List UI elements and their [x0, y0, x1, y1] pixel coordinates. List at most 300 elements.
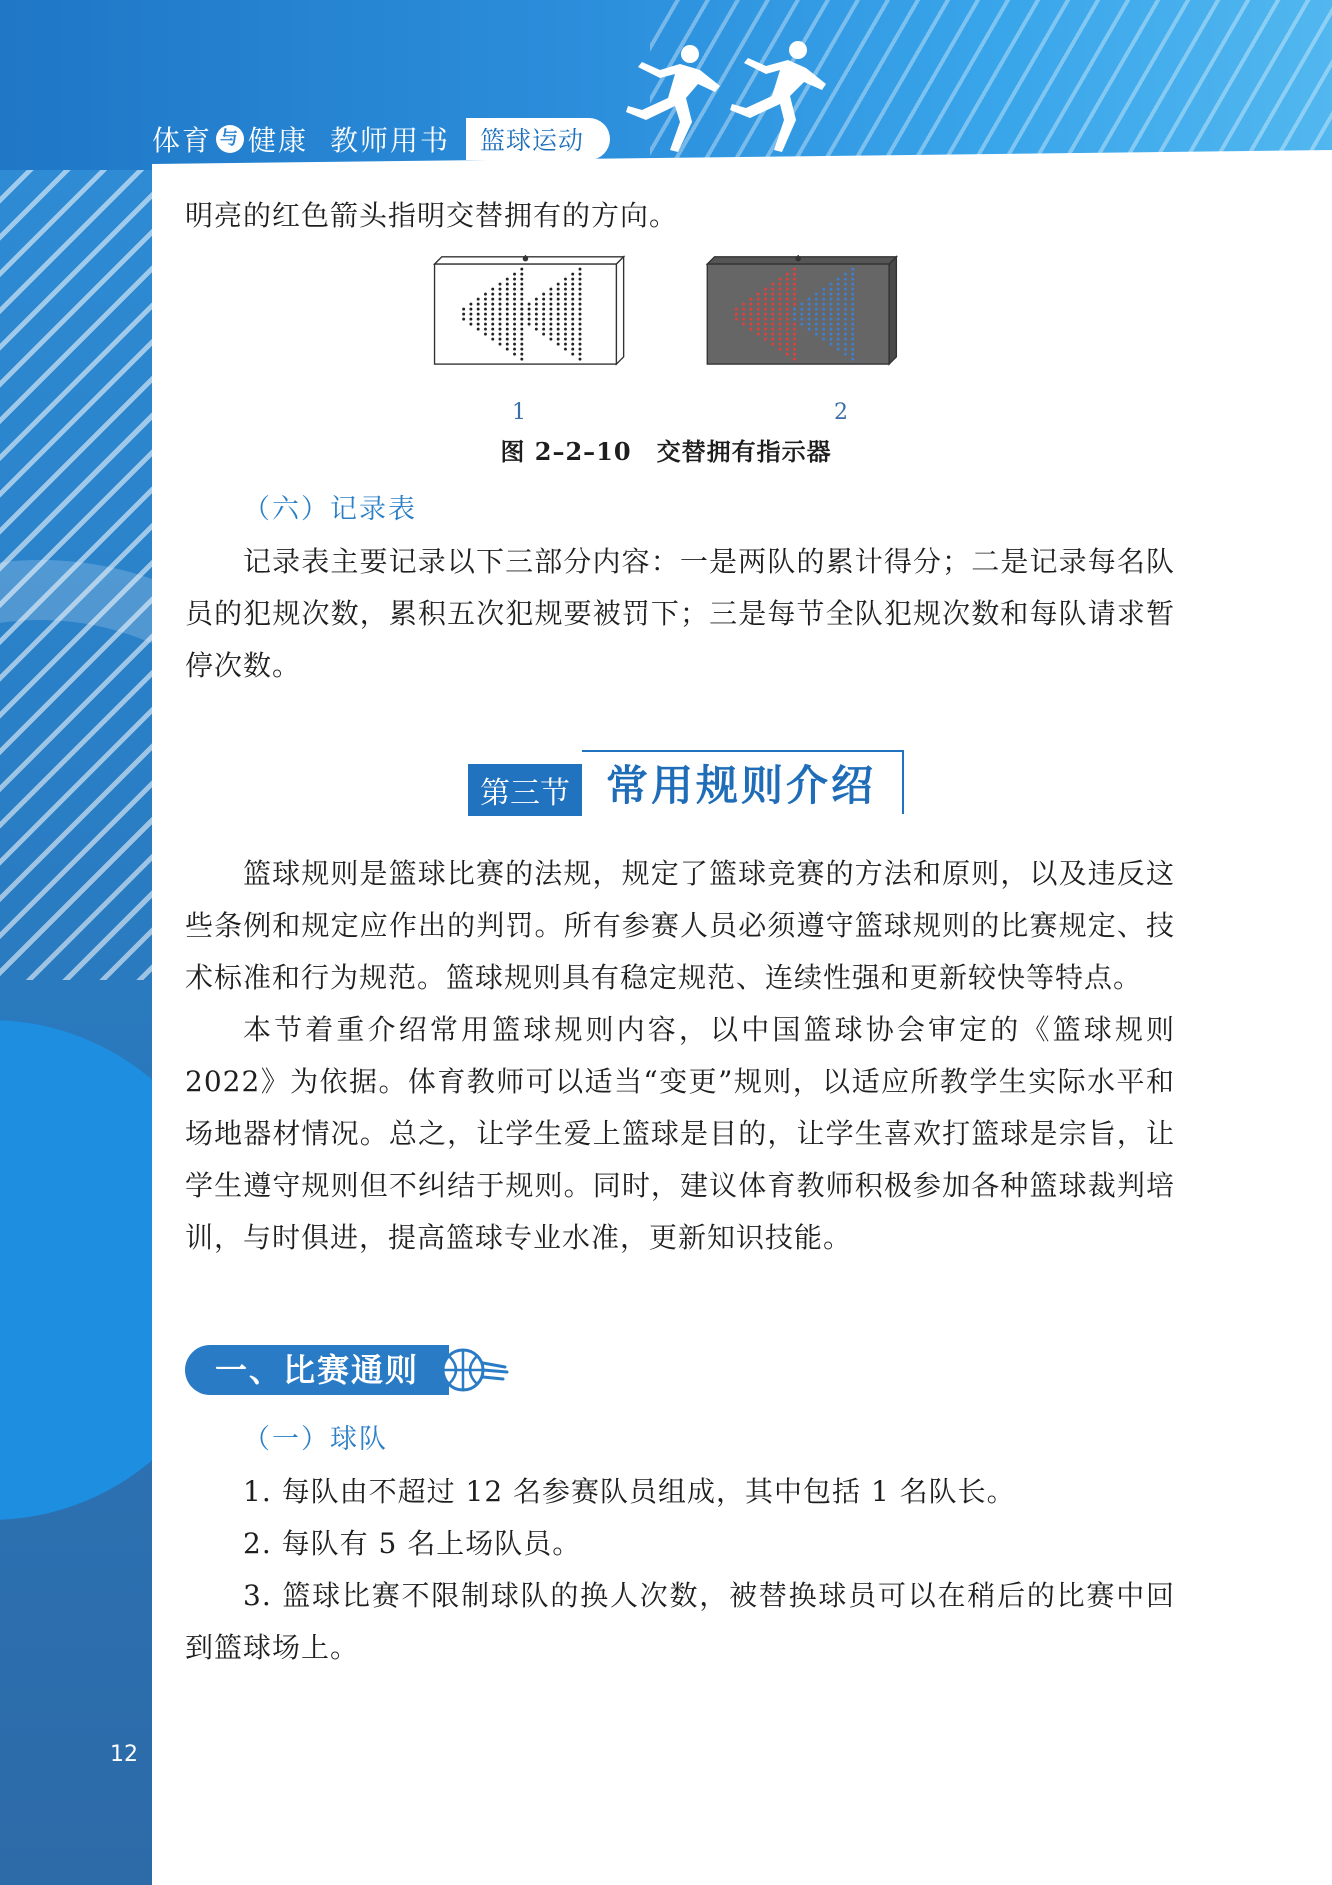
- indicator-dot: [837, 308, 840, 311]
- indicator-dot: [528, 313, 531, 316]
- indicator-dot: [484, 308, 487, 311]
- section-heading: 常用规则介绍: [582, 750, 904, 814]
- indicator-dot: [771, 323, 774, 326]
- indicator-dot: [549, 328, 552, 331]
- indicator-dot: [520, 328, 523, 331]
- book-title-yu-badge: 与: [216, 125, 244, 153]
- indicator-dot: [499, 333, 502, 336]
- indicator-dot: [764, 308, 767, 311]
- indicator-dot: [513, 333, 516, 336]
- indicator-dot: [491, 318, 494, 321]
- indicator-dot: [542, 328, 545, 331]
- indicator-dot: [484, 318, 487, 321]
- indicator-dot: [793, 308, 796, 311]
- indicator-dot: [851, 293, 854, 296]
- indicator-dot: [557, 293, 560, 296]
- decorative-stripes: [0, 160, 152, 980]
- indicator-dot: [535, 323, 538, 326]
- indicator-dot: [506, 338, 509, 341]
- indicator-dot: [793, 323, 796, 326]
- indicator-dot: [837, 293, 840, 296]
- indicator-dot: [579, 323, 582, 326]
- indicator-dot: [542, 323, 545, 326]
- indicator-dot: [829, 333, 832, 336]
- indicator-dot: [579, 303, 582, 306]
- indicator-dot: [844, 303, 847, 306]
- indicator-dot: [571, 273, 574, 276]
- indicator-dot: [579, 313, 582, 316]
- indicator-dot: [571, 298, 574, 301]
- indicator-dot: [520, 273, 523, 276]
- indicator-dot: [520, 268, 523, 271]
- indicator-dot: [757, 333, 760, 336]
- indicator-dot: [793, 303, 796, 306]
- indicator-dot: [800, 313, 803, 316]
- section-body: [185, 848, 1175, 1264]
- indicator-dot: [844, 278, 847, 281]
- indicator-dot: [829, 313, 832, 316]
- indicator-dot: [851, 303, 854, 306]
- indicator-dot: [484, 328, 487, 331]
- indicator-dot: [579, 318, 582, 321]
- indicator-dot: [506, 278, 509, 281]
- indicator-dot: [844, 273, 847, 276]
- indicator-dot: [793, 333, 796, 336]
- indicator-dot: [779, 328, 782, 331]
- indicator-dot: [815, 313, 818, 316]
- indicator-dot: [579, 333, 582, 336]
- indicator-dot: [549, 318, 552, 321]
- indicator-dot: [829, 293, 832, 296]
- indicator-dot: [484, 303, 487, 306]
- indicator-dot: [829, 328, 832, 331]
- indicator-dot: [815, 303, 818, 306]
- indicator-dot: [749, 328, 752, 331]
- indicator-dot: [542, 308, 545, 311]
- indicator-dot: [469, 313, 472, 316]
- indicator-dot: [535, 328, 538, 331]
- team-rule-1: 1. 每队由不超过 12 名参赛队员组成，其中包括 1 名队长。: [243, 1475, 1016, 1508]
- indicator-dot: [779, 313, 782, 316]
- rules-basis-paragraph: 本节着重介绍常用篮球规则内容，以中国篮球协会审定的《篮球规则2022》为依据。体育教师可以适当“变更”规则，以适应所教学生实际水平和场地器材情况。总之，让学生爱上篮球是目的，让学生喜欢打篮球是宗旨，让学生遵守规则但不纠结于规则。同时，建议体育教师积极参加各种篮球裁判培训，与时俱进，提高篮球专业水准，更新知识技能。: [185, 1013, 1175, 1254]
- indicator-dot: [764, 318, 767, 321]
- chapter-tag: 篮球运动: [466, 118, 610, 160]
- subsection-heading: （六）记录表: [243, 494, 417, 525]
- indicator-dot: [851, 323, 854, 326]
- indicator-dot: [542, 303, 545, 306]
- indicator-dot: [786, 273, 789, 276]
- indicator-dot: [742, 318, 745, 321]
- indicator-dot: [571, 293, 574, 296]
- indicator-dot: [579, 358, 582, 361]
- indicator-dot: [571, 353, 574, 356]
- indicator-dot: [506, 323, 509, 326]
- indicator-dot: [491, 288, 494, 291]
- indicator-dot: [786, 333, 789, 336]
- indicator-dot: [786, 323, 789, 326]
- figure-label-1: 1: [512, 400, 526, 425]
- indicator-dot: [499, 298, 502, 301]
- indicator-dot: [477, 318, 480, 321]
- indicator-dot: [491, 328, 494, 331]
- indicator-dot: [579, 298, 582, 301]
- indicator-dot: [499, 328, 502, 331]
- indicator-dot: [786, 303, 789, 306]
- indicator-dot: [520, 293, 523, 296]
- indicator-dot: [844, 328, 847, 331]
- indicator-dot: [535, 298, 538, 301]
- indicator-dot: [491, 308, 494, 311]
- indicator-dot: [757, 308, 760, 311]
- indicator-dot: [499, 343, 502, 346]
- indicator-dot: [499, 338, 502, 341]
- indicator-dot: [491, 323, 494, 326]
- indicator-dot: [477, 298, 480, 301]
- indicator-dot: [549, 323, 552, 326]
- indicator-dot: [779, 293, 782, 296]
- indicator-dot: [786, 298, 789, 301]
- indicator-dot: [499, 313, 502, 316]
- indicator-dot: [549, 333, 552, 336]
- indicator-dot: [571, 318, 574, 321]
- indicator-dot: [764, 328, 767, 331]
- team-rule-2: 2. 每队有 5 名上场队员。: [243, 1527, 582, 1560]
- indicator-dot: [735, 318, 738, 321]
- indicator-dot: [837, 283, 840, 286]
- indicator-dot: [793, 358, 796, 361]
- indicator-dot: [506, 308, 509, 311]
- indicator-dot: [484, 293, 487, 296]
- left-decorative-band: [0, 0, 152, 1885]
- indicator-dot: [506, 348, 509, 351]
- indicator-dot: [764, 313, 767, 316]
- indicator-dot: [837, 343, 840, 346]
- indicator-dot: [815, 298, 818, 301]
- indicator-dot: [793, 293, 796, 296]
- subsection-record-sheet: [185, 484, 1175, 692]
- indicator-dot: [513, 348, 516, 351]
- indicator-dot: [749, 313, 752, 316]
- indicator-dot: [735, 313, 738, 316]
- indicator-dot: [506, 333, 509, 336]
- indicator-dot: [808, 323, 811, 326]
- indicator-dot: [851, 358, 854, 361]
- team-rules-block: [185, 1414, 1175, 1674]
- indicator-dot: [491, 338, 494, 341]
- indicator-dot: [520, 308, 523, 311]
- indicator-dot: [822, 328, 825, 331]
- indicator-dot: [829, 288, 832, 291]
- indicator-dot: [484, 313, 487, 316]
- indicator-dot: [579, 348, 582, 351]
- indicator-dot: [506, 293, 509, 296]
- indicator-dot: [557, 328, 560, 331]
- indicator-dot: [844, 353, 847, 356]
- indicator-dot: [771, 328, 774, 331]
- indicator-dot: [513, 353, 516, 356]
- indicator-dot: [837, 323, 840, 326]
- indicator-dot: [469, 323, 472, 326]
- indicator-dot: [771, 288, 774, 291]
- figure-caption: 图 2–2–10 交替拥有指示器: [500, 437, 832, 466]
- indicator-dot: [829, 308, 832, 311]
- indicator-dot: [571, 308, 574, 311]
- indicator-dot: [837, 298, 840, 301]
- indicator-dot: [542, 298, 545, 301]
- indicator-dot: [506, 288, 509, 291]
- book-title-part1: 体育: [152, 124, 213, 157]
- indicator-dot: [837, 288, 840, 291]
- rules-intro-paragraph: 篮球规则是篮球比赛的法规，规定了篮球竞赛的方法和原则，以及违反这些条例和规定应作出的判罚。所有参赛人员必须遵守篮球规则的比赛规定、技术标准和行为规范。篮球规则具有稳定规范、连续性强和更新较快等特点。: [185, 857, 1175, 994]
- indicator-dot: [499, 293, 502, 296]
- indicator-dot: [851, 283, 854, 286]
- indicator-dot: [779, 278, 782, 281]
- indicator-dot: [491, 293, 494, 296]
- indicator-dot: [484, 298, 487, 301]
- indicator-dot: [506, 318, 509, 321]
- indicator-dot: [764, 333, 767, 336]
- indicator-dot: [513, 298, 516, 301]
- indicator-dot: [764, 298, 767, 301]
- indicator-dot: [822, 308, 825, 311]
- indicator-dot: [764, 303, 767, 306]
- indicator-dot: [844, 313, 847, 316]
- indicator-dot: [477, 328, 480, 331]
- indicator-dot: [757, 293, 760, 296]
- indicator-dot: [844, 318, 847, 321]
- indicator-dot: [779, 333, 782, 336]
- indicator-dot: [513, 288, 516, 291]
- indicator-dot: [579, 293, 582, 296]
- indicator-dot: [844, 308, 847, 311]
- indicator-dot: [851, 338, 854, 341]
- indicator-dot: [579, 278, 582, 281]
- indicator-dot: [844, 348, 847, 351]
- indicator-dot: [822, 288, 825, 291]
- indicator-dot: [557, 288, 560, 291]
- indicator-dot: [520, 288, 523, 291]
- indicator-dot: [571, 343, 574, 346]
- indicator-dot: [844, 298, 847, 301]
- indicator-dot: [786, 283, 789, 286]
- indicator-dot: [793, 278, 796, 281]
- indicator-dot: [786, 308, 789, 311]
- indicator-dot: [815, 318, 818, 321]
- indicator-dot: [579, 288, 582, 291]
- indicator-dot: [851, 353, 854, 356]
- indicator-dot: [779, 343, 782, 346]
- indicator-dot: [564, 278, 567, 281]
- indicator-dot: [462, 313, 465, 316]
- indicator-dot: [837, 338, 840, 341]
- indicator-dot: [579, 343, 582, 346]
- indicator-dot: [808, 328, 811, 331]
- record-sheet-paragraph: 记录表主要记录以下三部分内容：一是两队的累计得分；二是记录每名队员的犯规次数，累积五次犯规要被罚下；三是每节全队犯规次数和每队请求暂停次数。: [185, 545, 1175, 682]
- indicator-dot: [822, 313, 825, 316]
- indicator-dot: [499, 283, 502, 286]
- section-title: [468, 750, 904, 814]
- indicator-dot: [837, 318, 840, 321]
- indicator-dot: [564, 308, 567, 311]
- indicator-dot: [477, 323, 480, 326]
- indicator-dot: [571, 338, 574, 341]
- indicator-dot: [815, 323, 818, 326]
- indicator-dot: [837, 348, 840, 351]
- indicator-dot: [542, 333, 545, 336]
- indicator-dot: [749, 318, 752, 321]
- book-title-part3: 教师用书: [330, 124, 451, 157]
- indicator-dot: [542, 293, 545, 296]
- indicator-dot: [571, 328, 574, 331]
- indicator-dot: [851, 343, 854, 346]
- indicator-dot: [491, 333, 494, 336]
- indicator-dot: [484, 323, 487, 326]
- indicator-dot: [779, 318, 782, 321]
- indicator-dot: [742, 313, 745, 316]
- indicator-dot: [749, 298, 752, 301]
- indicator-dot: [557, 318, 560, 321]
- indicator-dot: [571, 283, 574, 286]
- indicator-dot: [520, 283, 523, 286]
- indicator-dot: [844, 333, 847, 336]
- indicator-dot: [513, 313, 516, 316]
- indicator-dot: [513, 273, 516, 276]
- indicator-dot: [829, 343, 832, 346]
- indicator-dot: [564, 283, 567, 286]
- indicator-dot: [793, 353, 796, 356]
- figure-label-2: 2: [834, 400, 848, 425]
- indicator-dot: [535, 308, 538, 311]
- indicator-dot: [822, 323, 825, 326]
- indicator-dot: [520, 353, 523, 356]
- indicator-dot: [808, 313, 811, 316]
- indicator-dot: [535, 303, 538, 306]
- indicator-dot: [499, 308, 502, 311]
- indicator-dot: [808, 318, 811, 321]
- indicator-dot: [786, 353, 789, 356]
- intro-line: 明亮的红色箭头指明交替拥有的方向。: [185, 199, 679, 232]
- indicator-dot: [749, 323, 752, 326]
- indicator-dot: [815, 308, 818, 311]
- indicator-dot: [499, 303, 502, 306]
- indicator-dot: [579, 273, 582, 276]
- basketball-icon: [429, 1345, 509, 1395]
- indicator-dot: [786, 293, 789, 296]
- indicator-dot: [564, 303, 567, 306]
- indicator-dot: [800, 318, 803, 321]
- indicator-dot: [851, 333, 854, 336]
- indicator-2-lit: [707, 255, 896, 364]
- indicator-dot: [822, 293, 825, 296]
- indicator-dot: [557, 283, 560, 286]
- indicator-dot: [491, 303, 494, 306]
- indicator-dot: [579, 328, 582, 331]
- indicator-dot: [462, 318, 465, 321]
- indicator-dot: [793, 288, 796, 291]
- indicator-dot: [757, 303, 760, 306]
- indicator-dot: [513, 303, 516, 306]
- indicator-dot: [491, 298, 494, 301]
- indicator-dot: [579, 353, 582, 356]
- indicator-dot: [557, 338, 560, 341]
- indicator-dot: [800, 308, 803, 311]
- intro-block: [185, 190, 1175, 242]
- indicator-dot: [557, 313, 560, 316]
- indicator-dot: [779, 298, 782, 301]
- indicator-dot: [579, 283, 582, 286]
- indicator-dot: [520, 333, 523, 336]
- indicator-dot: [771, 308, 774, 311]
- indicator-1-white: [435, 255, 624, 364]
- indicator-dot: [469, 303, 472, 306]
- indicator-dot: [808, 303, 811, 306]
- indicator-dot: [564, 338, 567, 341]
- indicator-dot: [579, 268, 582, 271]
- indicator-dot: [549, 303, 552, 306]
- part-heading: [185, 1345, 509, 1395]
- indicator-dot: [506, 328, 509, 331]
- indicator-dot: [564, 298, 567, 301]
- indicator-dot: [786, 348, 789, 351]
- indicator-dot: [829, 318, 832, 321]
- indicator-dot: [499, 318, 502, 321]
- indicator-dot: [564, 333, 567, 336]
- indicator-dot: [542, 318, 545, 321]
- indicator-dot: [793, 313, 796, 316]
- indicator-dot: [520, 343, 523, 346]
- indicator-dot: [800, 323, 803, 326]
- indicator-dot: [779, 288, 782, 291]
- indicator-dot: [571, 313, 574, 316]
- indicator-dot: [520, 358, 523, 361]
- indicator-dot: [764, 338, 767, 341]
- indicator-dot: [506, 298, 509, 301]
- indicator-dot: [749, 308, 752, 311]
- indicator-dot: [786, 313, 789, 316]
- indicator-dot: [571, 288, 574, 291]
- indicator-dot: [557, 343, 560, 346]
- indicator-dot: [844, 343, 847, 346]
- indicator-dot: [837, 278, 840, 281]
- indicator-dot: [844, 323, 847, 326]
- indicator-dot: [771, 303, 774, 306]
- indicator-dot: [822, 338, 825, 341]
- indicator-dot: [564, 318, 567, 321]
- indicator-dot: [571, 323, 574, 326]
- indicator-dot: [520, 298, 523, 301]
- indicator-dot: [757, 298, 760, 301]
- indicator-dot: [771, 318, 774, 321]
- indicator-dot: [542, 313, 545, 316]
- indicator-dot: [779, 308, 782, 311]
- indicator-dot: [549, 288, 552, 291]
- indicator-dot: [829, 283, 832, 286]
- indicator-dot: [786, 318, 789, 321]
- indicator-dot: [520, 278, 523, 281]
- indicator-dot: [837, 328, 840, 331]
- indicator-dot: [557, 333, 560, 336]
- indicator-dot: [557, 308, 560, 311]
- indicator-dot: [815, 293, 818, 296]
- indicator-dot: [764, 288, 767, 291]
- indicator-dot: [513, 328, 516, 331]
- indicator-dot: [571, 303, 574, 306]
- indicator-dot: [520, 338, 523, 341]
- indicator-dot: [786, 328, 789, 331]
- indicator-dot: [851, 273, 854, 276]
- indicator-dot: [829, 303, 832, 306]
- indicator-dot: [528, 318, 531, 321]
